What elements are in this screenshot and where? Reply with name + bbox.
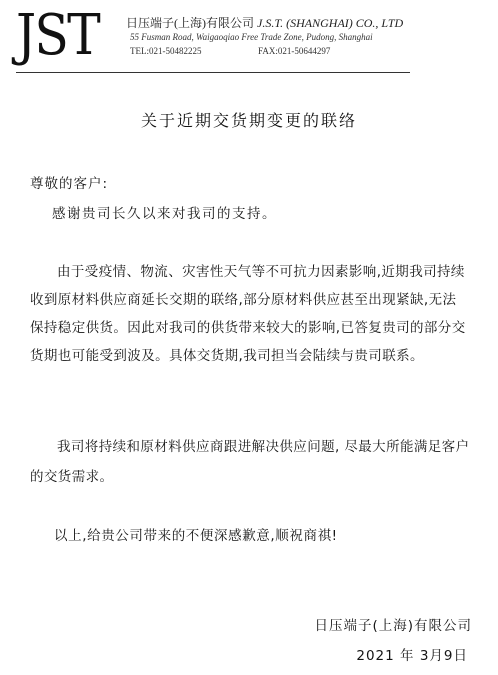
- closing-line: 以上,给贵公司带来的不便深感歉意,顺祝商祺!: [54, 528, 338, 544]
- signature-company: 日压端子(上海)有限公司: [314, 618, 472, 634]
- company-name-en: J.S.T. (SHANGHAI) CO., LTD: [257, 16, 404, 30]
- contact-line: [130, 46, 430, 56]
- signature-date: 2021 年 3月9日: [356, 648, 468, 664]
- paragraph-follow-up: 我司将持续和原材料供应商跟进解决供应问题, 尽最大所能满足客户的交货需求。: [30, 439, 470, 485]
- company-name-line: [126, 14, 403, 31]
- company-address: 55 Fusman Road, Waigaoqiao Free Trade Zone, Pudong, Shanghai: [130, 32, 373, 42]
- thanks-line: 感谢贵司长久以来对我司的支持。: [52, 206, 277, 222]
- paragraph-supply-impact: 由于受疫情、物流、灾害性天气等不可抗力因素影响,近期我司持续收到原材料供应商延长交期的联络,部分原材料供应甚至出现紧缺,无法保持稳定供货。因此对我司的供货带来较大的影响,已答复贵司的部分交货期也可能受到波及。具体交货期,我司担当会陆续与贵司联系。: [30, 264, 466, 364]
- document-title: 关于近期交货期变更的联络: [140, 111, 357, 130]
- company-logo: JST: [16, 3, 99, 68]
- letterhead-divider: [16, 72, 410, 73]
- company-name-cn: 日压端子(上海)有限公司: [126, 16, 254, 30]
- fax-number: FAX:021-50644297: [258, 46, 331, 56]
- letterhead: [0, 0, 498, 80]
- telephone: TEL:021-50482225: [130, 46, 202, 56]
- greeting: 尊敬的客户:: [30, 176, 109, 192]
